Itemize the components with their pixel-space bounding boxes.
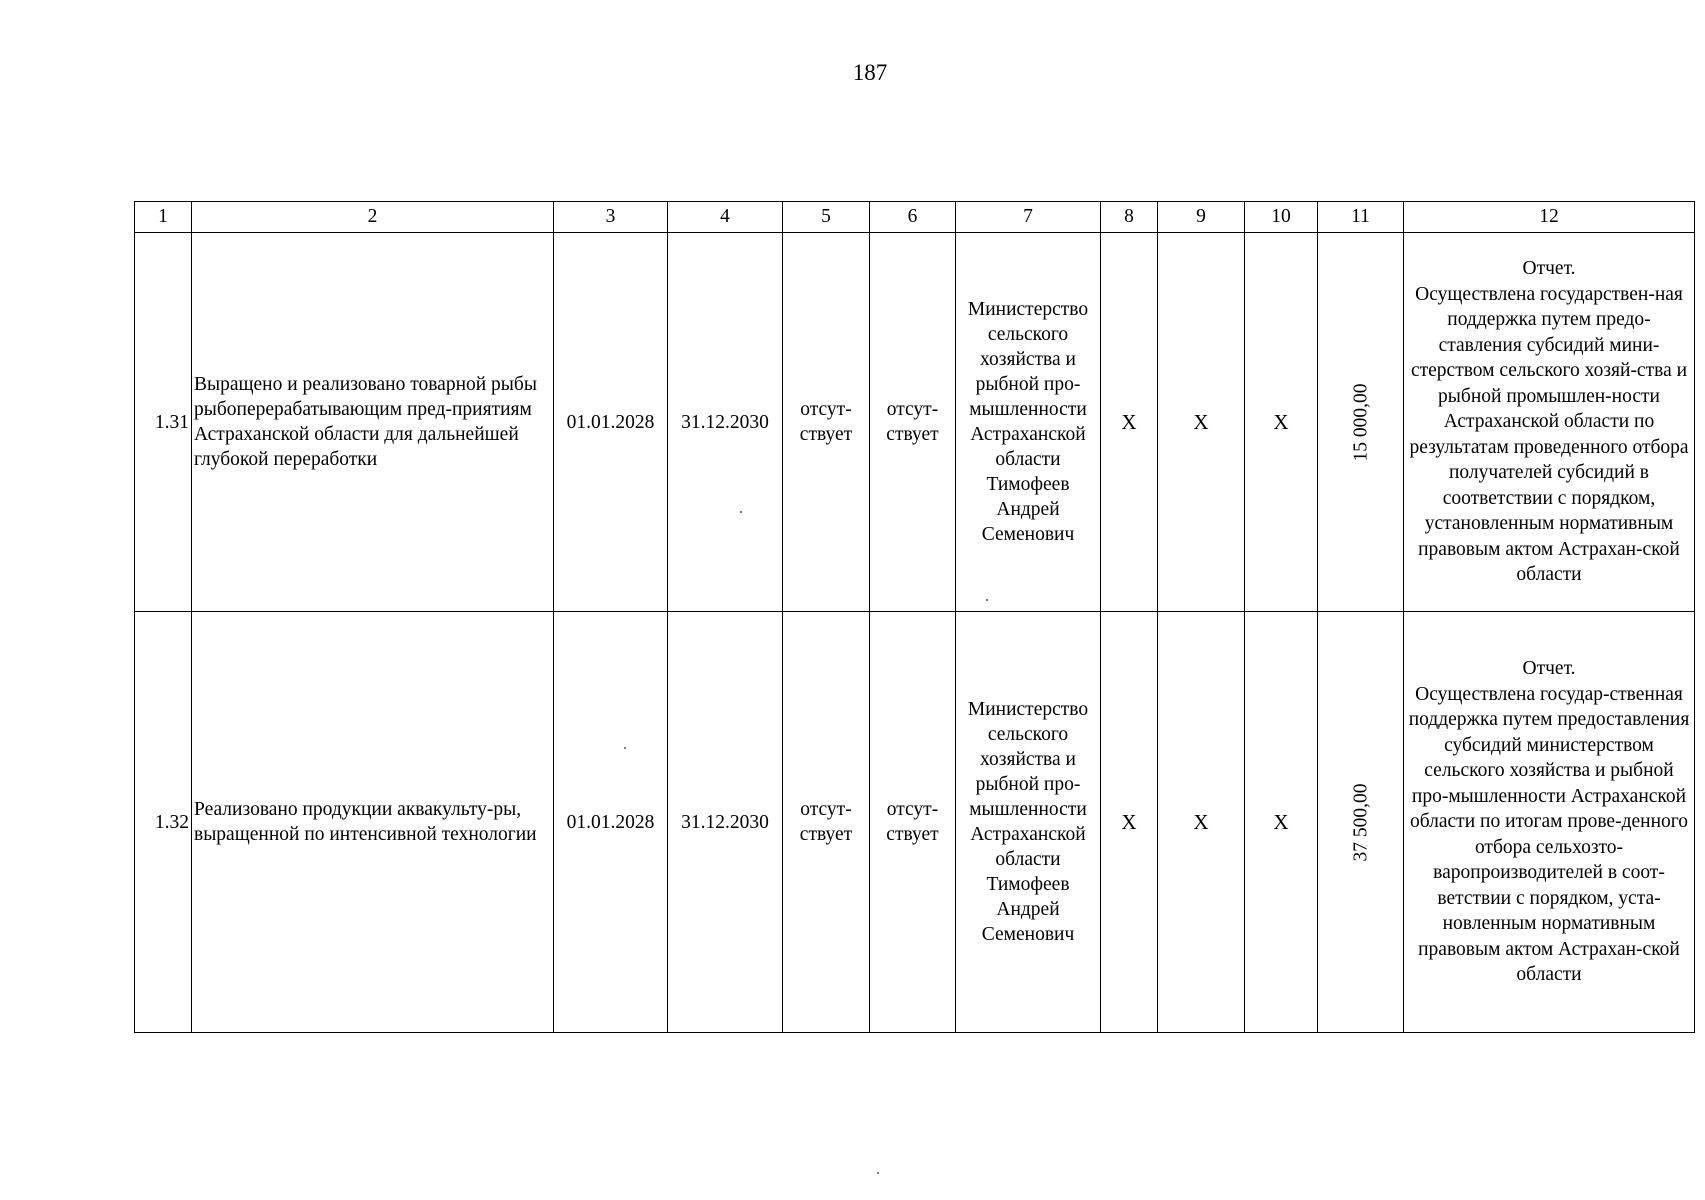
funding-amount-cell [1318, 233, 1404, 612]
column-10-value: X [1245, 612, 1318, 1033]
scan-speck [740, 511, 742, 513]
column-number: 8 [1101, 202, 1158, 233]
start-date: 01.01.2028 [554, 612, 668, 1033]
column-number: 6 [870, 202, 956, 233]
table-row [135, 612, 1695, 1033]
column-number: 2 [192, 202, 554, 233]
scan-speck [986, 599, 988, 601]
measure-name: Реализовано продукции аквакульту-ры, выращенной по интенсивной технологии [192, 612, 554, 1033]
measure-name: Выращено и реализовано товарной рыбы рыбоперерабатывающим пред-приятиям Астраханской области для дальнейшей глубокой переработки [192, 233, 554, 612]
responsible-executor: Министерство сельского хозяйства и рыбной про-мышленности Астраханской области Тимофеев Андрей Семенович [956, 233, 1101, 612]
report-note [1404, 612, 1695, 1033]
funding-amount: 15 000,00 [1350, 383, 1371, 461]
note-body: Осуществлена государствен-ная поддержка путем предо-ставления субсидий мини-стерством сельского хозяй-ства и рыбной промышлен-ности Астраханской области по результатам проведенного отбора получателей субсидий в соответствии с порядком, установленным нормативным правовым актом Астрахан-ской области [1409, 283, 1689, 586]
end-date: 31.12.2030 [668, 612, 783, 1033]
page-number: 187 [852, 60, 888, 85]
column-number: 7 [956, 202, 1101, 233]
row-number: 1.31 [135, 233, 192, 612]
column-number: 11 [1318, 202, 1404, 233]
funding-amount-cell [1318, 612, 1404, 1033]
report-note [1404, 233, 1695, 612]
scan-speck [877, 1172, 879, 1174]
column-5-value: отсут-ствует [783, 612, 870, 1033]
row-number: 1.32 [135, 612, 192, 1033]
column-8-value: X [1101, 233, 1158, 612]
column-10-value: X [1245, 233, 1318, 612]
column-number: 10 [1245, 202, 1318, 233]
report-table [134, 201, 1695, 1033]
end-date: 31.12.2030 [668, 233, 783, 612]
column-number: 12 [1404, 202, 1695, 233]
column-number: 3 [554, 202, 668, 233]
responsible-executor: Министерство сельского хозяйства и рыбной про-мышленности Астраханской области Тимофеев Андрей Семенович [956, 612, 1101, 1033]
table-header-row [135, 202, 1695, 233]
funding-amount: 37 500,00 [1350, 783, 1371, 861]
column-number: 4 [668, 202, 783, 233]
column-9-value: X [1158, 612, 1245, 1033]
column-8-value: X [1101, 612, 1158, 1033]
column-number: 5 [783, 202, 870, 233]
column-6-value: отсут-ствует [870, 612, 956, 1033]
scan-speck [624, 747, 626, 749]
column-number: 9 [1158, 202, 1245, 233]
start-date: 01.01.2028 [554, 233, 668, 612]
column-9-value: X [1158, 233, 1245, 612]
table-row [135, 233, 1695, 612]
note-title: Отчет. [1522, 258, 1576, 280]
column-number: 1 [135, 202, 192, 233]
column-6-value: отсут-ствует [870, 233, 956, 612]
column-5-value: отсут-ствует [783, 233, 870, 612]
note-body: Осуществлена государ-ственная поддержка путем предоставления субсидий министерством сельского хозяйства и рыбной про-мышленности Астраханской области по итогам прове-денного отбора сельхозто-варопроизводителей в соот-ветствии с порядком, уста-новленным нормативным правовым актом Астрахан-ской области [1408, 683, 1690, 986]
note-title: Отчет. [1522, 658, 1576, 680]
